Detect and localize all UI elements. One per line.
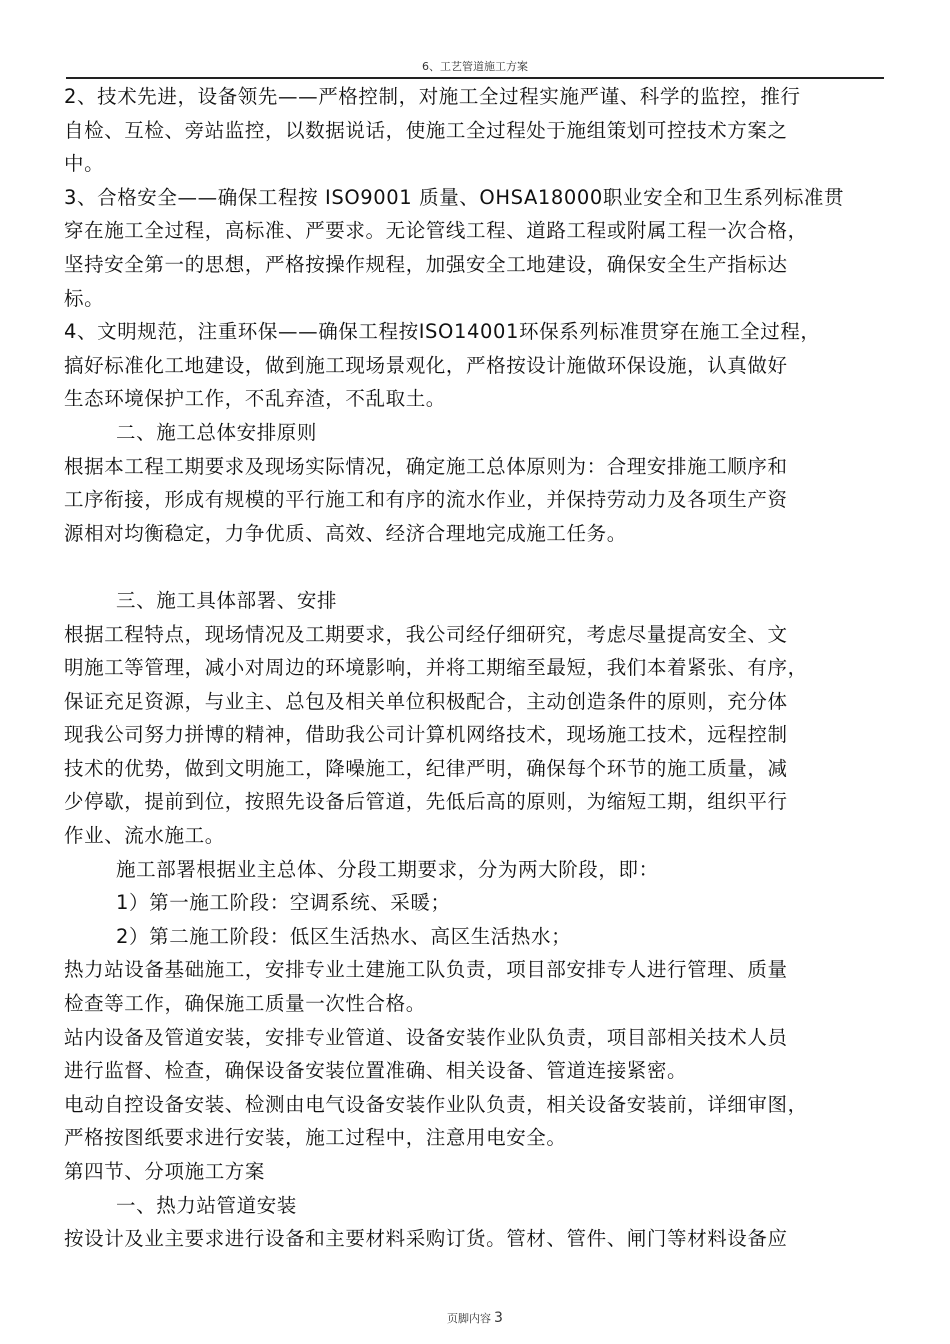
body-line: 中。 xyxy=(64,152,105,176)
document-body xyxy=(64,80,894,1256)
body-line: 严格按图纸要求进行安装，施工过程中，注意用电安全。 xyxy=(64,1126,567,1150)
section-heading: 三、施工具体部署、安排 xyxy=(116,588,338,612)
body-line: 电动自控设备安装、检测由电气设备安装作业队负责，相关设备安装前，详细审图， xyxy=(64,1092,808,1116)
body-line: 施工部署根据业主总体、分段工期要求，分为两大阶段，即： xyxy=(116,857,659,881)
body-line: 自检、互检、旁站监控，以数据说话，使施工全过程处于施组策划可控技术方案之 xyxy=(64,118,788,142)
body-line: 3、合格安全——确保工程按 ISO9001 质量、OHSA18000职业安全和卫生系列标准贯 xyxy=(64,185,845,209)
section-heading: 第四节、分项施工方案 xyxy=(64,1160,266,1183)
body-line: 进行监督、检查，确保设备安装位置准确、相关设备、管道连接紧密。 xyxy=(64,1059,688,1083)
body-line: 作业、流水施工。 xyxy=(64,824,225,848)
body-line: 技术的优势，做到文明施工，降噪施工，纪律严明，确保每个环节的施工质量，减 xyxy=(64,756,788,780)
body-line: 坚持安全第一的思想，严格按操作规程，加强安全工地建设，确保安全生产指标达 xyxy=(64,252,788,276)
header-rule xyxy=(66,77,884,79)
body-line: 穿在施工全过程，高标准、严要求。无论管线工程、道路工程或附属工程一次合格， xyxy=(64,219,808,243)
body-line: 搞好标准化工地建设，做到施工现场景观化，严格按设计施做环保设施，认真做好 xyxy=(64,353,788,377)
body-line: 站内设备及管道安装，安排专业管道、设备安装作业队负责，项目部相关技术人员 xyxy=(64,1025,788,1049)
body-line: 4、文明规范，注重环保——确保工程按ISO14001环保系列标准贯穿在施工全过程， xyxy=(64,320,821,344)
body-line: 热力站设备基础施工，安排专业土建施工队负责，项目部安排专人进行管理、质量 xyxy=(64,958,788,982)
page-header: 6、工艺管道施工方案 xyxy=(422,60,528,73)
section-heading: 二、施工总体安排原则 xyxy=(116,420,318,444)
body-line: 生态环境保护工作，不乱弃渣，不乱取土。 xyxy=(64,387,446,411)
page-footer xyxy=(0,1310,950,1326)
body-line: 检查等工作，确保施工质量一次性合格。 xyxy=(64,992,426,1016)
footer-label: 页脚内容 xyxy=(447,1312,492,1325)
body-line: 工序衔接，形成有规模的平行施工和有序的流水作业，并保持劳动力及各项生产资 xyxy=(64,488,788,512)
body-line: 少停歇，提前到位，按照先设备后管道，先低后高的原则，为缩短工期，组织平行 xyxy=(64,790,788,814)
body-line: 根据工程特点，现场情况及工期要求，我公司经仔细研究，考虑尽量提高安全、文 xyxy=(64,622,788,646)
body-line: 2、技术先进，设备领先——严格控制，对施工全过程实施严谨、科学的监控，推行 xyxy=(64,85,801,108)
page-number: 3 xyxy=(494,1310,503,1326)
body-line: 标。 xyxy=(64,286,105,310)
blank-line xyxy=(64,550,894,584)
body-line: 保证充足资源，与业主、总包及相关单位积极配合，主动创造条件的原则，充分体 xyxy=(64,689,788,713)
body-line: 现我公司努力拼博的精神，借助我公司计算机网络技术，现场施工技术，远程控制 xyxy=(64,723,788,747)
list-item: 1）第一施工阶段：空调系统、采暖； xyxy=(116,891,451,915)
body-line: 源相对均衡稳定，力争优质、高效、经济合理地完成施工任务。 xyxy=(64,521,627,545)
list-item: 2）第二施工阶段：低区生活热水、高区生活热水； xyxy=(116,924,572,948)
body-line: 明施工等管理，减小对周边的环境影响，并将工期缩至最短，我们本着紧张、有序， xyxy=(64,656,808,680)
body-line: 根据本工程工期要求及现场实际情况，确定施工总体原则为：合理安排施工顺序和 xyxy=(64,454,788,478)
body-line: 按设计及业主要求进行设备和主要材料采购订货。管材、管件、闸门等材料设备应 xyxy=(64,1227,788,1251)
section-heading: 一、热力站管道安装 xyxy=(116,1193,297,1217)
